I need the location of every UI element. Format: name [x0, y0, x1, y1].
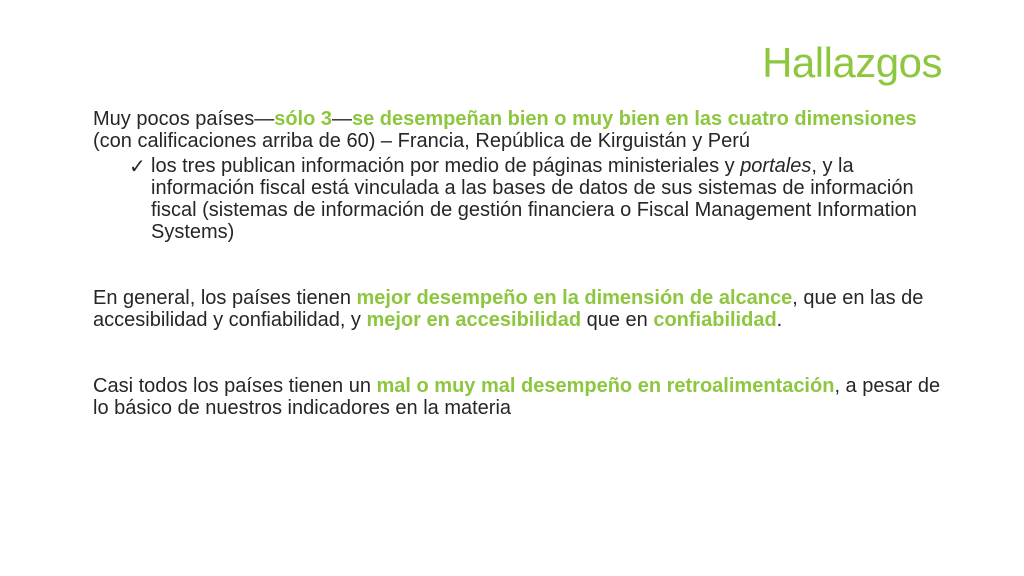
paragraph-feedback: [93, 375, 953, 419]
p3-highlight-feedback: mal o muy mal desempeño en retroalimentación: [376, 375, 835, 397]
p3-text-2: , a pesar de lo básico de nuestros indicadores en la materia: [93, 375, 941, 419]
p3-text-1: Casi todos los países tienen un: [93, 375, 377, 397]
p1-text-2: —: [332, 108, 352, 130]
p1-highlight-count: sólo 3: [274, 108, 332, 130]
p2-highlight-scope: mejor desempeño en la dimensión de alcance: [356, 287, 793, 309]
p1-highlight-dimensions: se desempeñan bien o muy bien en las cuatro dimensiones: [352, 108, 917, 130]
p1-text-3: (con calificaciones arriba de 60) – Francia, República de Kirguistán y Perú: [93, 130, 751, 152]
sub-bullet-publication: [129, 154, 953, 243]
p2-highlight-reliability: confiabilidad: [653, 309, 777, 331]
sub1-text-1: los tres publican información por medio de páginas ministeriales y: [151, 155, 741, 177]
p2-highlight-accessibility: mejor en accesibilidad: [366, 309, 582, 331]
sub1-text-2: , y la información fiscal está vinculada a las bases de datos de sus sistemas de información fiscal (sistemas de información de gestión financiera o Fiscal Management Information Systems): [151, 155, 917, 243]
p1-text-1: Muy pocos países—: [93, 108, 275, 130]
slide-body: [93, 108, 953, 419]
slide-title: Hallazgos: [762, 39, 942, 86]
spacer: [93, 331, 953, 375]
sub1-italic-portales: portales: [740, 155, 812, 177]
spacer: [93, 243, 953, 287]
p2-text-2: , que en las de accesibilidad y confiabilidad, y: [93, 287, 924, 331]
checkmark-icon: ✓: [129, 154, 146, 178]
p2-text-1: En general, los países tienen: [93, 287, 357, 309]
paragraph-top-performers: [93, 108, 953, 152]
p2-text-4: .: [776, 309, 783, 331]
paragraph-general-performance: [93, 287, 953, 331]
p2-text-3: que en: [581, 309, 654, 331]
